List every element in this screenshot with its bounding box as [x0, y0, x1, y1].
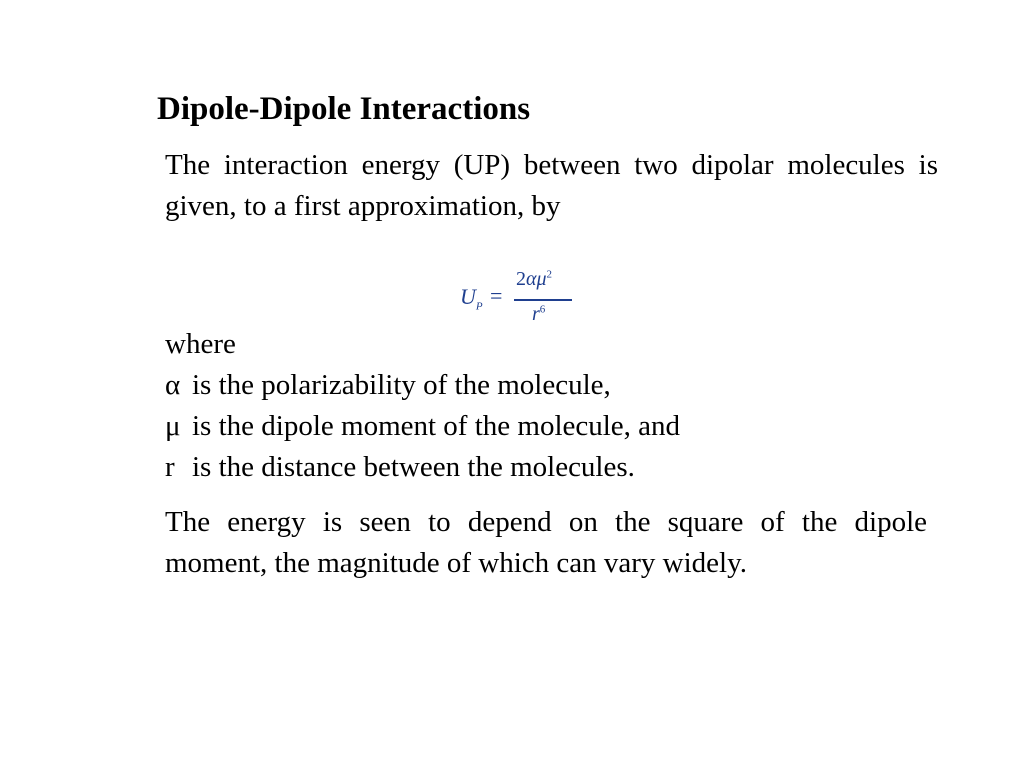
intro-paragraph: The interaction energy (UP) between two dipolar molecules is given, to a first approximation, by — [165, 149, 938, 222]
formula-numerator-coeff: 2 — [516, 268, 526, 290]
formula-numerator-exponent: 2 — [546, 268, 553, 281]
definition-symbol: r — [165, 451, 175, 483]
formula-denominator — [532, 303, 545, 326]
definition-text: is the polarizability of the molecule, — [192, 369, 611, 401]
definition-symbol: α — [165, 369, 181, 401]
formula-equals: = — [490, 283, 503, 308]
formula-denominator-exponent: 6 — [539, 303, 546, 316]
formula-numerator-vars: αμ — [526, 268, 547, 290]
definition-item — [165, 447, 680, 488]
formula-numerator — [516, 268, 552, 291]
definition-text: is the dipole moment of the molecule, and — [192, 410, 681, 442]
interaction-energy-formula — [460, 266, 580, 330]
formula-denominator-var: r — [532, 303, 540, 325]
definition-text: is the distance between the molecules. — [192, 451, 635, 483]
formula-fraction-bar — [514, 299, 572, 301]
definition-item — [165, 406, 680, 447]
definitions-block — [165, 324, 680, 488]
where-label: where — [165, 328, 236, 360]
definition-symbol: μ — [165, 410, 181, 442]
formula-lhs — [460, 284, 483, 312]
formula-lhs-subscript: P — [475, 300, 483, 313]
closing-paragraph: The energy is seen to depend on the square of the dipole moment, the magnitude of which can vary widely. — [165, 506, 927, 579]
definition-item — [165, 365, 680, 406]
formula-lhs-symbol: U — [460, 284, 476, 309]
slide-title: Dipole-Dipole Interactions — [157, 91, 531, 127]
